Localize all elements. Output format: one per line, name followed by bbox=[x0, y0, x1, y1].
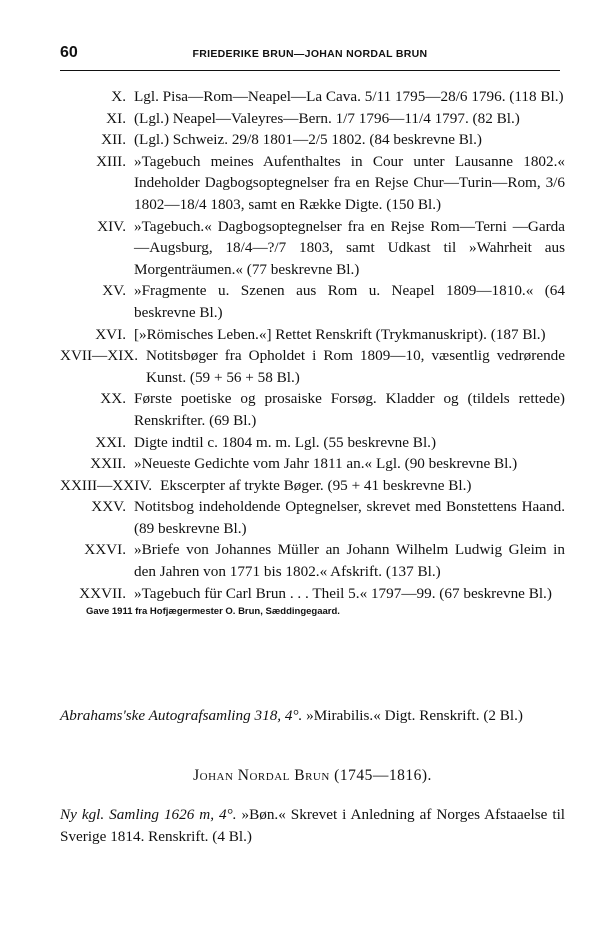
manuscript-list bbox=[60, 86, 565, 619]
ny-kgl-entry bbox=[60, 804, 565, 847]
list-item bbox=[60, 129, 565, 151]
gift-note: Gave 1911 fra Hofjægermester O. Brun, Sæddingegaard. bbox=[86, 606, 340, 618]
item-text: Lgl. Pisa—Rom—Neapel—La Cava. 5/11 1795—28/6 1796. (118 Bl.) bbox=[134, 88, 564, 105]
item-number: XII. bbox=[101, 131, 126, 149]
item-number: XI. bbox=[106, 109, 126, 127]
list-item bbox=[60, 86, 565, 108]
list-item bbox=[60, 496, 565, 539]
item-number: XXVII. bbox=[79, 584, 126, 602]
item-text: »Tagebuch.« Dagbogsoptegnelser fra en Rejse Rom—Terni —Garda—Augsburg, 18/4—?/7 1803, samt Udkast til »Wahrheit aus Morgenträumen.« (77 beskrevne Bl.) bbox=[134, 217, 565, 278]
collection-reference: Abrahams'ske Autografsamling 318, 4°. bbox=[60, 707, 303, 724]
item-number: XIV. bbox=[97, 217, 126, 235]
list-item bbox=[60, 583, 565, 605]
item-text: (Lgl.) Schweiz. 29/8 1801—2/5 1802. (84 beskrevne Bl.) bbox=[134, 131, 482, 149]
item-text: »Briefe von Johannes Müller an Johann Wilhelm Ludwig Gleim in den Jahren von 1771 bis 1802.« Afskrift. (137 Bl.) bbox=[134, 541, 565, 581]
item-number: XVI. bbox=[95, 325, 126, 343]
list-item bbox=[60, 388, 565, 431]
list-item bbox=[60, 432, 565, 454]
entry-text: »Bøn.« Skrevet i Anledning af Norges Afstaaelse til Sverige 1814. Renskrift. (4 Bl.) bbox=[60, 806, 566, 845]
section-heading: Johan Nordal Brun (1745—1816). bbox=[193, 767, 432, 784]
item-number: XXI. bbox=[95, 433, 126, 451]
item-number: XIII. bbox=[96, 152, 126, 170]
list-item bbox=[60, 324, 565, 346]
list-item bbox=[60, 539, 565, 582]
list-item bbox=[60, 216, 565, 281]
item-number: XX. bbox=[100, 390, 126, 408]
item-number: XXVI. bbox=[84, 541, 126, 559]
list-item bbox=[60, 151, 565, 216]
list-item bbox=[60, 280, 565, 323]
item-number: XV. bbox=[102, 282, 126, 300]
item-text: Notitsbog indeholdende Optegnelser, skrevet med Bonstettens Haand. (89 beskrevne Bl.) bbox=[134, 498, 565, 537]
item-text: »Neueste Gedichte vom Jahr 1811 an.« Lgl. (90 beskrevne Bl.) bbox=[134, 455, 518, 473]
item-text: [»Römisches Leben.«] Rettet Renskrift (Trykmanuskript). (187 Bl.) bbox=[134, 325, 546, 343]
running-head: FRIEDERIKE BRUN—JOHAN NORDAL BRUN bbox=[192, 48, 428, 60]
item-text: Digte indtil c. 1804 m. m. Lgl. (55 beskrevne Bl.) bbox=[134, 433, 437, 451]
page-number: 60 bbox=[60, 44, 78, 61]
collection-reference: Ny kgl. Samling 1626 m, 4°. bbox=[60, 806, 237, 823]
entry-text: »Mirabilis.« Digt. Renskrift. (2 Bl.) bbox=[302, 707, 523, 724]
item-text: (Lgl.) Neapel—Valeyres—Bern. 1/7 1796—11/4 1797. (82 Bl.) bbox=[134, 109, 520, 127]
item-number: XVII—XIX. bbox=[60, 347, 139, 365]
item-text: Ekscerpter af trykte Bøger. (95 + 41 beskrevne Bl.) bbox=[160, 476, 472, 494]
list-item bbox=[60, 345, 565, 388]
item-text: »Tagebuch für Carl Brun . . . Theil 5.« 1797—99. (67 beskrevne Bl.) bbox=[134, 584, 552, 602]
item-number: XXII. bbox=[90, 455, 126, 473]
item-text: »Fragmente u. Szenen aus Rom u. Neapel 1809—1810.« (64 beskrevne Bl.) bbox=[134, 282, 565, 321]
item-text: Første poetiske og prosaiske Forsøg. Kladder og (tildels rettede) Renskrifter. (69 Bl.) bbox=[134, 390, 565, 429]
item-text: Notitsbøger fra Opholdet i Rom 1809—10, væsentlig vedrørende Kunst. (59 + 56 + 58 Bl.) bbox=[146, 347, 565, 386]
list-item bbox=[60, 453, 565, 475]
list-item bbox=[60, 108, 565, 130]
abrahams-entry bbox=[60, 705, 565, 727]
page-header bbox=[60, 44, 560, 71]
item-number: XXV. bbox=[91, 498, 126, 516]
list-item bbox=[60, 475, 565, 497]
item-number: X. bbox=[111, 88, 126, 105]
item-text: »Tagebuch meines Aufenthaltes in Cour unter Lausanne 1802.« Indeholder Dagbogsoptegnelser fra en Rejse Chur—Turin—Rom, 3/6 1802—18/4 1803, samt en Række Digte. (150 Bl.) bbox=[134, 152, 565, 213]
item-number: XXIII—XXIV. bbox=[60, 476, 153, 494]
